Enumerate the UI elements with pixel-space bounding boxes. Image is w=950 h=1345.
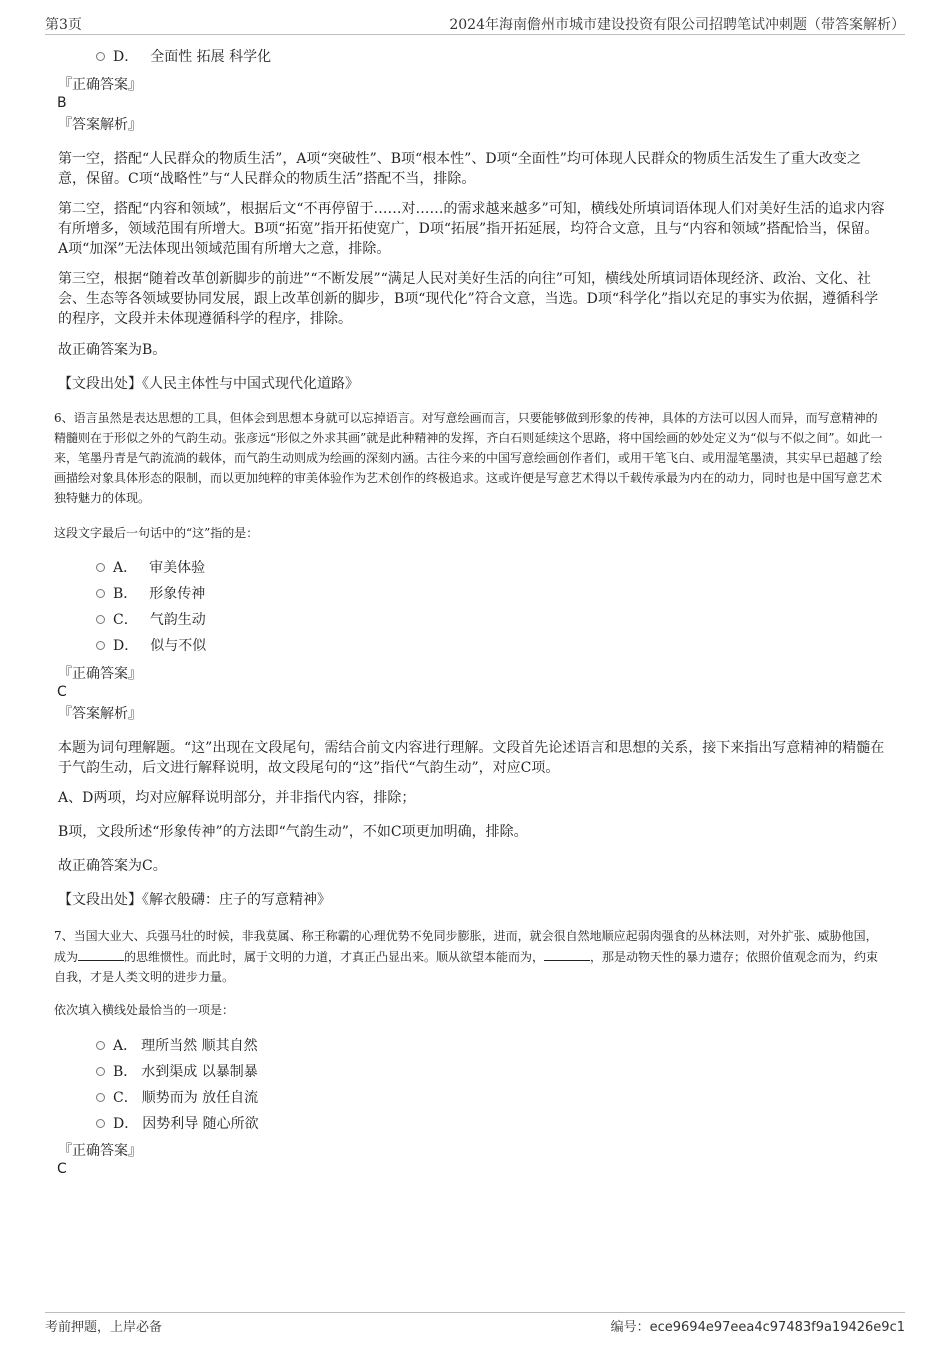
radio-icon[interactable]: [96, 1119, 105, 1128]
radio-icon[interactable]: [96, 1041, 105, 1050]
q7-option-d[interactable]: D． 因势利导 随心所欲: [96, 1114, 259, 1134]
q5-analysis-p1: 第一空，搭配“人民群众的物质生活”，A项“突破性”、B项“根本性”、D项“全面性”均可体现人民群众的物质生活发生了重大改变之意，保留。C项“战略性”与“人民群众的物质生活”搭配不当，排除。: [58, 151, 861, 187]
q7-option-c[interactable]: C． 顺势而为 放任自流: [96, 1088, 258, 1108]
q6-analysis-p2: A、D两项，均对应解释说明部分，并非指代内容，排除；: [58, 790, 416, 806]
radio-icon[interactable]: [96, 641, 105, 650]
q7-prompt: 依次填入横线处最恰当的一项是：: [54, 1003, 235, 1017]
q5-source: 【文段出处】《人民主体性与中国式现代化道路》: [58, 376, 359, 392]
radio-icon[interactable]: [96, 615, 105, 624]
q6-option-c[interactable]: C． 气韵生动: [96, 610, 206, 630]
q5-answer-label: 『正确答案』: [58, 77, 142, 93]
q5-analysis-p3: 第三空，根据“随着改革创新脚步的前进”“不断发展”“满足人民对美好生活的向往”可知，横线处所填词语体现经济、政治、文化、社会、生态等各领域要协同发展，跟上改革创新的脚步，B项“现代化”符合文意，当选。D项“科学化”指以充足的事实为依据，遵循科学的程序，文段并未体现遵循科学的程序，排除。: [58, 271, 879, 327]
q6-prompt: 这段文字最后一句话中的“这”指的是：: [54, 526, 259, 540]
q7-option-a[interactable]: A． 理所当然 顺其自然: [96, 1036, 258, 1056]
document-title: 2024年海南儋州市城市建设投资有限公司招聘笔试冲刺题（带答案解析）: [449, 17, 905, 33]
q6-option-b[interactable]: B． 形象传神: [96, 584, 205, 604]
fill-blank-2: [544, 946, 590, 961]
radio-icon[interactable]: [96, 563, 105, 572]
q6-answer: C: [57, 684, 67, 700]
q7-question-text: 7、当国大业大、兵强马壮的时候，非我莫属、称王称霸的心理优势不免同步膨胀，进而，就会很自然地顺应起弱肉强食的丛林法则，对外扩张、威胁他国，成为 的思维惯性。而此时，属于文明的力道，才真正凸显出来。顺从欲望本能而为， ，那是动物天性的暴力遗存；依照价值观念而为，约束自我，才是人类文明的进步力量。: [54, 929, 879, 984]
radio-icon[interactable]: [96, 1067, 105, 1076]
footer-slogan: 考前押题，上岸必备: [45, 1320, 163, 1335]
q6-analysis-label: 『答案解析』: [58, 706, 142, 722]
radio-icon[interactable]: [96, 1093, 105, 1102]
page-header: [45, 14, 905, 35]
q5-analysis-p2: 第二空，搭配“内容和领域”，根据后文“不再停留于……对……的需求越来越多”可知，横线处所填词语体现人们对美好生活的追求内容有所增多，领域范围有所增大。B项“拓宽”指开拓使宽广，D项“拓展”指开拓延展，均符合文意，且与“内容和领域”搭配恰当，保留。A项“加深”无法体现出领域范围有所增大之意，排除。: [58, 201, 885, 257]
page-footer: [45, 1312, 905, 1335]
q6-analysis-p3: B项，文段所述“形象传神”的方法即“气韵生动”，不如C项更加明确，排除。: [58, 824, 528, 840]
q6-source: 【文段出处】《解衣般礴：庄子的写意精神》: [58, 892, 331, 908]
q5-option-d[interactable]: D． 全面性 拓展 科学化: [96, 47, 271, 67]
q6-question-text: 6、语言虽然是表达思想的工具，但体会到思想本身就可以忘掉语言。对写意绘画而言，只要能够做到形象的传神，具体的方法可以因人而异，而写意精神的精髓则在于形似之外的气韵生动。张彦远“形似之外求其画”就是此种精神的发挥，齐白石则延续这个思路，将中国绘画的妙处定义为“似与不似之间”。如此一来，笔墨丹青是气韵流淌的载体，而气韵生动则成为绘画的深刻内涵。古往今来的中国写意绘画创作者们，或用干笔飞白、或用湿笔墨渍，其实早已超越了绘画描绘对象具体形态的限制，而以更加纯粹的审美体验作为艺术创作的终极追求。这或许便是写意艺术得以千载传承最为内在的动力，同时也是中国写意艺术独特魅力的体现。: [54, 411, 883, 505]
q6-option-a[interactable]: A． 审美体验: [96, 558, 205, 578]
q7-option-b[interactable]: B． 水到渠成 以暴制暴: [96, 1062, 258, 1082]
q7-answer: C: [57, 1161, 67, 1177]
q6-answer-label: 『正确答案』: [58, 666, 142, 682]
q7-answer-label: 『正确答案』: [58, 1143, 142, 1159]
q5-answer: B: [57, 95, 67, 111]
q6-analysis-conclusion: 故正确答案为C。: [58, 858, 167, 874]
q6-analysis-p1: 本题为词句理解题。“这”出现在文段尾句，需结合前文内容进行理解。文段首先论述语言和思想的关系，接下来指出写意精神的精髓在于气韵生动，后文进行解释说明，故文段尾句的“这”指代“气韵生动”，对应C项。: [58, 740, 885, 776]
radio-icon[interactable]: [96, 52, 105, 61]
document-code: 编号：ece9694e97eea4c97483f9a19426e9c1: [610, 1320, 905, 1335]
radio-icon[interactable]: [96, 589, 105, 598]
q5-analysis-label: 『答案解析』: [58, 117, 142, 133]
page-number: 第3页: [45, 17, 82, 33]
q6-option-d[interactable]: D． 似与不似: [96, 636, 206, 656]
q5-analysis-conclusion: 故正确答案为B。: [58, 342, 167, 358]
fill-blank-1: [78, 946, 124, 961]
